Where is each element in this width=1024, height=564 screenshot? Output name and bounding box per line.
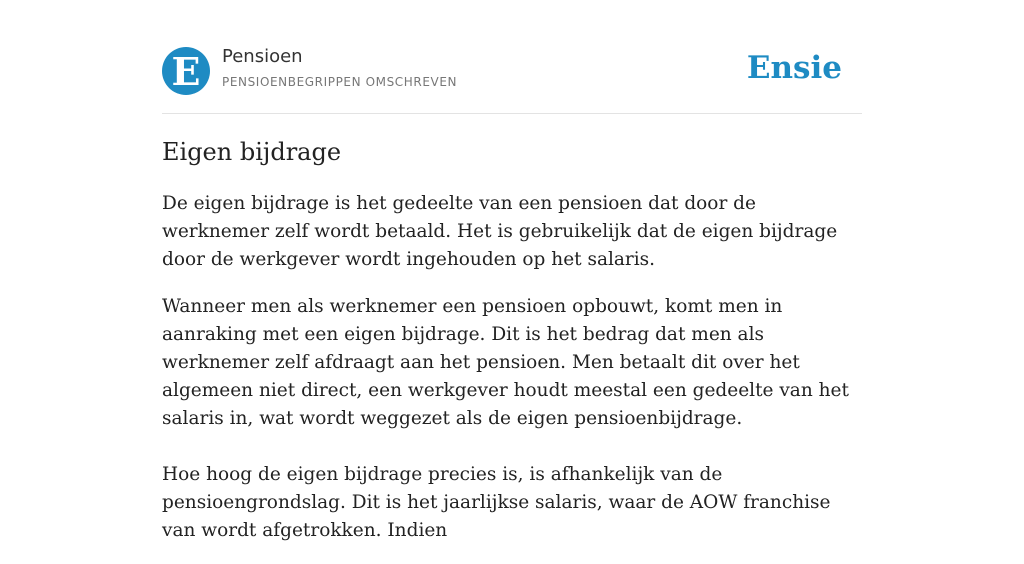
logo-letter: E bbox=[171, 49, 201, 94]
article bbox=[162, 134, 862, 564]
article-paragraph: Wanneer men als werknemer een pensioen opbouwt, komt men in aanraking met een eigen bijdrage. Dit is het bedrag dat men als werknemer zelf afdraagt aan het pensioen. Men betaalt dit over het algemeen niet direct, een werkgever houdt meestal een gedeelte van het salaris in, wat wordt weggezet als de eigen pensioenbijdrage. bbox=[162, 296, 849, 429]
site-title[interactable]: Pensioen bbox=[222, 46, 303, 67]
header-divider bbox=[162, 113, 862, 114]
article-title: Eigen bijdrage bbox=[162, 138, 342, 166]
site-header bbox=[162, 46, 862, 96]
article-paragraph: De eigen bijdrage is het gedeelte van een pensioen dat door de werknemer zelf wordt betaald. Het is gebruikelijk dat de eigen bijdrage door de werkgever wordt ingehouden op het salaris. bbox=[162, 193, 838, 270]
site-logo[interactable] bbox=[162, 47, 210, 95]
brand-logo[interactable]: Ensie bbox=[746, 50, 842, 86]
article-paragraph: Hoe hoog de eigen bijdrage precies is, is afhankelijk van de pensioengrondslag. Dit is het jaarlijkse salaris, waar de AOW franchise van wordt afgetrokken. Indien bbox=[162, 464, 831, 541]
site-subtitle: PENSIOENBEGRIPPEN OMSCHREVEN bbox=[222, 75, 458, 89]
